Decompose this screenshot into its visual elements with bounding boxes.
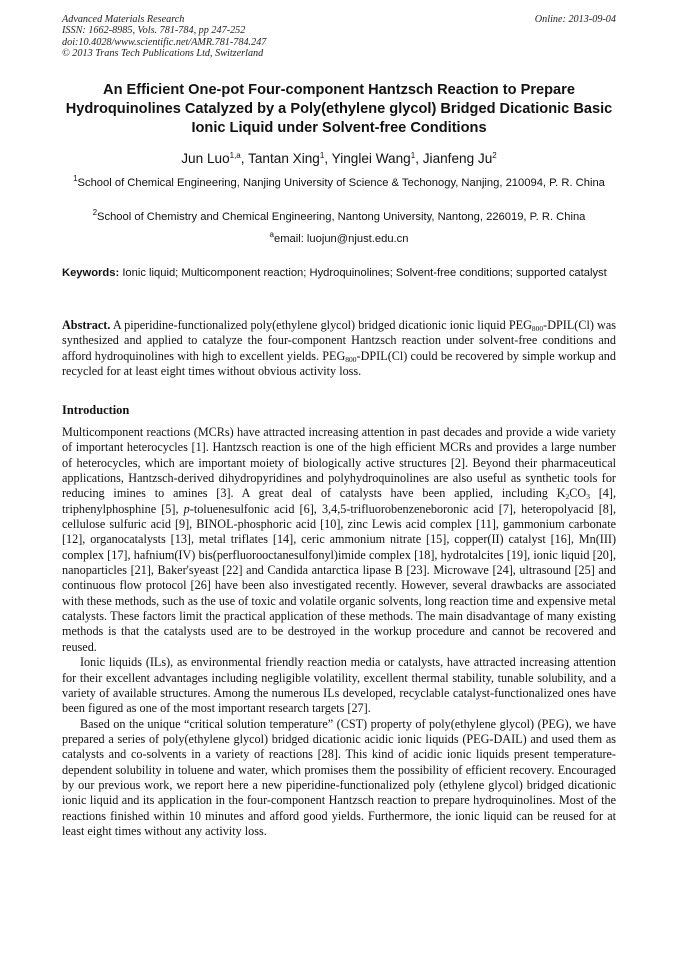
introduction-body (62, 425, 616, 839)
author-sup: 1 (319, 151, 325, 160)
author-name: Jianfeng Ju (422, 151, 493, 166)
abstract-subscript: 800 (531, 324, 544, 333)
subscript: 3 (586, 492, 590, 502)
online-date: Online: 2013-09-04 (534, 14, 616, 25)
affiliation-sup: a (269, 230, 274, 239)
italic-text: p (183, 501, 190, 516)
affiliation-2 (62, 210, 616, 225)
keywords (62, 266, 616, 282)
author-separator: , (240, 151, 249, 166)
paragraph-text: -toluenesulfonic acid [6], 3,4,5-trifluorobenzeneboronic acid [7], heteropolyacid [8], cellulose sulfuric acid [9], BINOL-phosphoric acid [10], zinc Lewis acid complex [11], gammonium carbonate [12], organocatalysts [13], metal triflates [14], ceric ammonium nitrate [15], copper(II) catalyst [16], Mn(III) complex [17], hafnium(IV) bis(perfluorooctanesulfonyl)imide complex [18], hydrotalcites [19], ionic liquid [20], nanoparticles [21], Baker'syeast [22] and Candida antarctica lipase B [23]. Microwave [24], ultrasound [25] and continuous flow protocol [26] have been also investigated recently. However, several drawbacks are associated with these methods, such as the use of toxic and volatile organic solvents, long reaction time and expensive metal catalysts. These factors limit the practical application of these methods. The main disadvantage of many existing methods is that the catalysts used are to be destroyed in the workup procedure and cannot be recovered and reused. (62, 501, 616, 654)
author-name: Yinglei Wang (331, 151, 411, 166)
keywords-text: Ionic liquid; Multicomponent reaction; Hydroquinolines; Solvent-free conditions; supported catalyst (122, 267, 607, 279)
paragraph: Based on the unique “critical solution temperature” (CST) property of poly(ethylene glycol) (PEG), we have prepared a series of poly(ethylene glycol) bridged dicationic acidic ionic liquids (PEG-DAIL) and used them as catalysts and co-solvents in a variety of reactions [28]. This kind of acidic ionic liquids present temperature-dependent solubility in toluene and water, which promises them the possibility of efficient recovery. Encouraged by our previous work, we report here a new piperidine-functionalized poly (ethylene glycol) bridged dicationic ionic liquid and its application in the four-component Hantzsch reaction to prepare hydroquinolines. Most of the reactions finished within 10 minutes and afford good yields. Furthermore, the ionic liquid can be reused for at least eight times without any activity loss. (62, 716, 616, 838)
subscript: 2 (565, 492, 570, 502)
journal-header (62, 14, 616, 60)
paragraph-text: Multicomponent reactions (MCRs) have attracted increasing attention in past decades and provide a wide variety of important heterocycles [1]. Hantzsch reaction is one of the high efficient MCRs and provides a large number of heterocycles, which are important moiety of biologically active structures [2]. Beyond their pharmaceutical applications, Hantzsch-derived dihydropyridines and polyhydroquinolines are also useful as synthetic tools for reducing imines to amines [3]. A great deal of catalysts have been applied, including K (62, 425, 616, 501)
paper-title: An Efficient One-pot Four-component Hantzsch Reaction to Prepare Hydroquinolines Catalyzed by a Poly(ethylene glycol) Bridged Dicationic Basic Ionic Liquid under Solvent-free Conditions (65, 82, 613, 136)
email-text: email: luojun@njust.edu.cn (273, 233, 409, 245)
abstract (62, 318, 616, 380)
abstract-text: A piperidine-functionalized poly(ethylene glycol) bridged dicationic ionic liquid PEG (112, 318, 532, 332)
affiliation-1 (62, 176, 616, 191)
author-list (62, 150, 616, 168)
author-sup: 1,a (229, 151, 241, 160)
author-name: Tantan Xing (248, 151, 320, 166)
affiliation-text: School of Chemistry and Chemical Engineering, Nantong University, Nantong, 226019, P. R. China (97, 211, 586, 223)
author-sup: 1 (410, 151, 416, 160)
copyright-line: © 2013 Trans Tech Publications Ltd, Switzerland (62, 48, 264, 60)
abstract-subscript: 800 (345, 354, 357, 364)
abstract-label: Abstract. (62, 318, 111, 332)
journal-name: Advanced Materials Research (62, 14, 185, 25)
abstract-text: -DPIL(Cl) was synthesized and applied to catalyze the four-component Hantzsch reaction under solvent-free conditions and afford hydroquinolines with high to excellent yields. PEG (62, 318, 617, 363)
paragraph: Ionic liquids (ILs), as environmental friendly reaction media or catalysts, have attracted increasing attention for their excellent advantages including negligible volatility, excellent thermal stability, tunable solubility, and a variety of available structures. Among the numerous ILs developed, recyclable catalyst-functionalized ones have been figured as one of the most important research targets [27]. (62, 655, 616, 716)
abstract-text: -DPIL(Cl) could be recovered by simple workup and recycled for at least eight times without obvious activity loss. (62, 348, 616, 379)
affiliation-text: School of Chemical Engineering, Nanjing University of Science & Techonogy, Nanjing, 210094, P. R. China (77, 177, 605, 189)
affiliation-sup: 2 (92, 208, 98, 217)
keywords-label: Keywords: (62, 267, 120, 279)
author-name: Jun Luo (181, 151, 230, 166)
affiliation-sup: 1 (73, 174, 78, 183)
paragraph-text: CO (569, 486, 587, 501)
author-sup: 2 (492, 151, 497, 160)
issn-line: ISSN: 1662-8985, Vols. 781-784, pp 247-252 (62, 25, 246, 37)
paragraph (62, 425, 616, 655)
doi-line: doi:10.4028/www.scientific.net/AMR.781-784.247 (62, 36, 267, 48)
section-heading-introduction: Introduction (62, 403, 130, 417)
author-separator: , (415, 151, 423, 166)
author-separator: , (324, 151, 332, 166)
affiliation-email (62, 232, 616, 247)
paragraph-text: [4], triphenylphosphine [5], (62, 486, 616, 516)
